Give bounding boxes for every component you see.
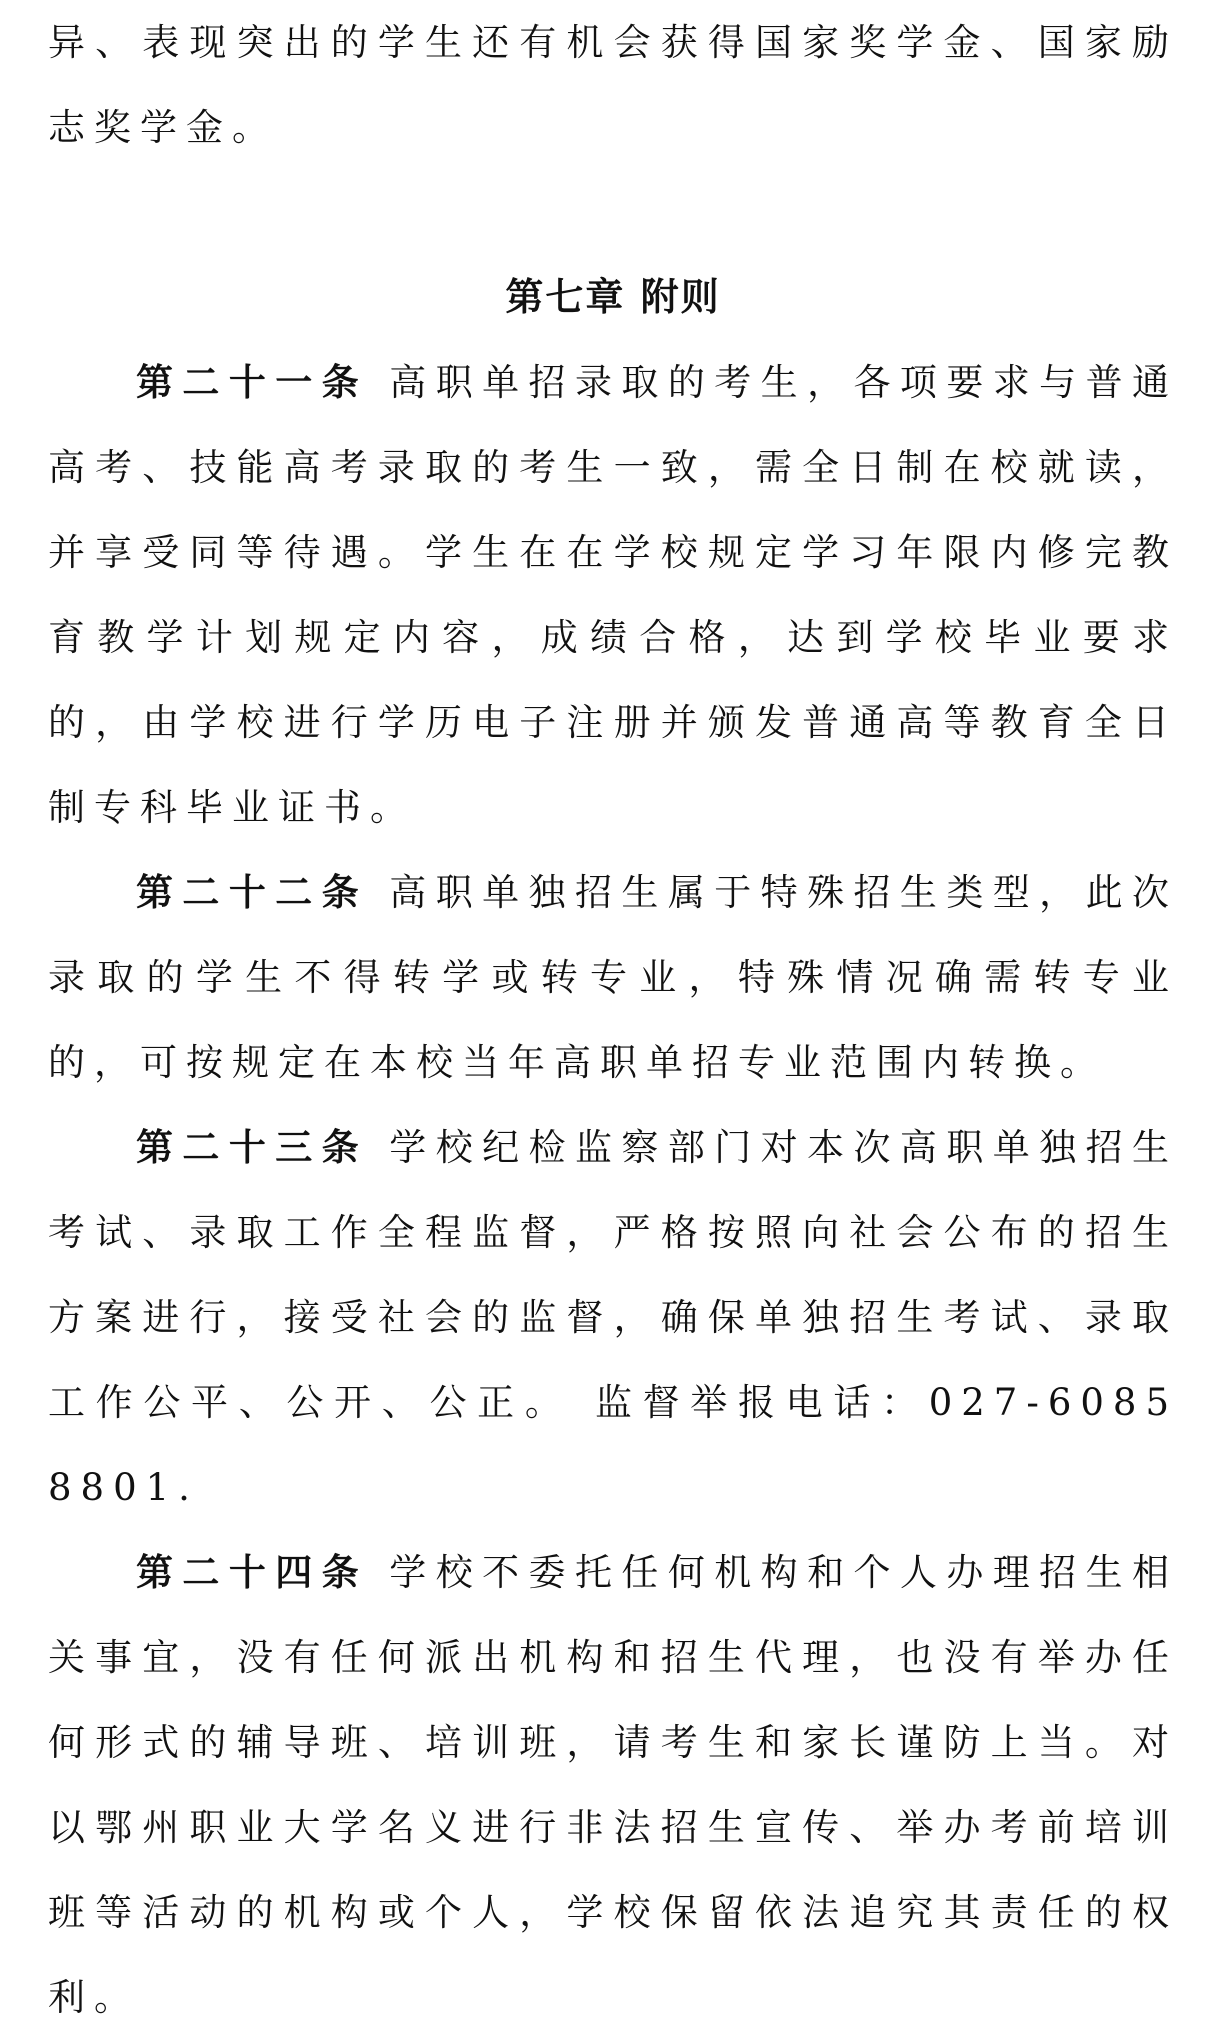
article-text: 高职单独招生属于特殊招生类型，此次录取的学生不得转学或转专业，特殊情况确需转专业的，可按规定在本校当年高职单招专业范围内转换。	[48, 871, 1179, 1084]
intro-continuation: 异、表现突出的学生还有机会获得国家奖学金、国家励志奖学金。	[48, 21, 1178, 149]
article-number: 第二十二条	[136, 871, 369, 914]
article-text: 高职单招录取的考生，各项要求与普通高考、技能高考录取的考生一致，需全日制在校就读，并享受同等待遇。学生在在学校规定学习年限内修完教育教学计划规定内容，成绩合格，达到学校毕业要求的，由学校进行学历电子注册并颁发普通高等教育全日制专科毕业证书。	[48, 361, 1179, 829]
article-number: 第二十四条	[136, 1551, 369, 1594]
article-number: 第二十一条	[136, 361, 369, 404]
document-page	[48, 0, 1178, 2040]
article-22	[48, 850, 1178, 1105]
spacer	[48, 170, 1178, 255]
article-number: 第二十三条	[136, 1126, 369, 1169]
article-24	[48, 1530, 1178, 2040]
article-text: 学校不委托任何机构和个人办理招生相关事宜，没有任何派出机构和招生代理，也没有举办任何形式的辅导班、培训班，请考生和家长谨防上当。对以鄂州职业大学名义进行非法招生宣传、举办考前培训班等活动的机构或个人，学校保留依法追究其责任的权利。	[48, 1551, 1179, 2019]
article-23	[48, 1105, 1178, 1530]
chapter-title: 第七章 附则	[505, 275, 721, 319]
article-text: 学校纪检监察部门对本次高职单独招生考试、录取工作全程监督，严格按照向社会公布的招生方案进行，接受社会的监督，确保单独招生考试、录取工作公平、公开、公正。 监督举报电话：027-60858801.	[48, 1126, 1179, 1509]
article-21	[48, 340, 1178, 850]
